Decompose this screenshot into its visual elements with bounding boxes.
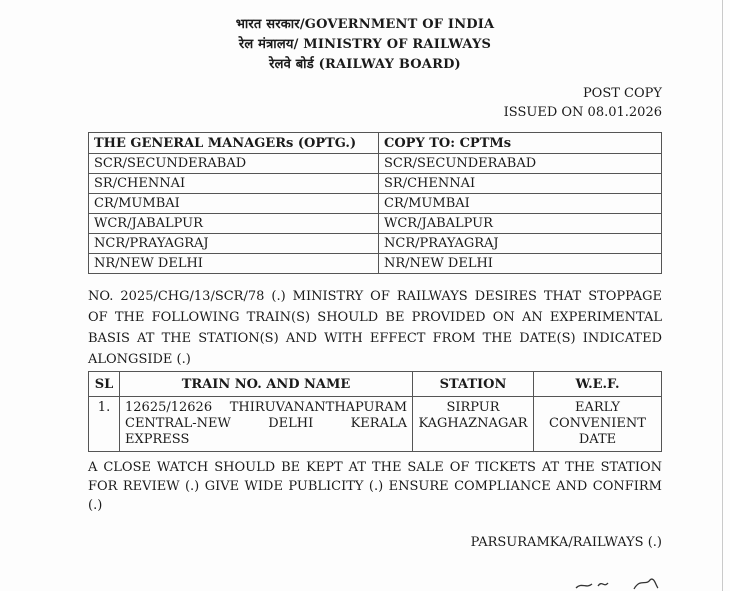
cptm-cell: SCR/SECUNDERABAD	[379, 154, 662, 174]
addressees-header-row	[89, 133, 662, 154]
table-row	[89, 214, 662, 234]
train-cell: 12625/12626 THIRUVANANTHAPURAM CENTRAL-NEW DELHI KERALA EXPRESS	[120, 397, 413, 452]
issued-date: ISSUED ON 08.01.2026	[503, 105, 662, 120]
header-government: भारत सरकार/GOVERNMENT OF INDIA	[235, 17, 495, 32]
sl-cell: 1.	[89, 397, 120, 452]
train-header-row	[89, 372, 662, 397]
cptm-cell: NR/NEW DELHI	[379, 254, 662, 274]
table-row	[89, 397, 662, 452]
table-row	[89, 234, 662, 254]
page-edge	[722, 0, 723, 591]
gm-cell: WCR/JABALPUR	[89, 214, 379, 234]
general-managers-header: THE GENERAL MANAGERs (OPTG.)	[89, 133, 379, 154]
cptm-cell: CR/MUMBAI	[379, 194, 662, 214]
header-ministry: रेल मंत्रालय/ MINISTRY OF RAILWAYS	[238, 37, 492, 52]
closing-paragraph: A CLOSE WATCH SHOULD BE KEPT AT THE SALE OF TICKETS AT THE STATION FOR REVIEW (.) GIVE WIDE PUBLICITY (.) ENSURE COMPLIANCE AND CONFIRM (.)	[88, 460, 662, 513]
message-paragraph: NO. 2025/CHG/13/SCR/78 (.) MINISTRY OF RAILWAYS DESIRES THAT STOPPAGE OF THE FOLLOWING TRAIN(S) SHOULD BE PROVIDED ON AN EXPERIMENTAL BASIS AT THE STATION(S) AND WITH EFFECT FROM THE DATE(S) INDICATED ALONGSIDE (.)	[88, 289, 662, 367]
table-row	[89, 174, 662, 194]
train-header: TRAIN NO. AND NAME	[120, 372, 413, 397]
copy-to-header: COPY TO: CPTMs	[379, 133, 662, 154]
signature-line: PARSURAMKA/RAILWAYS (.)	[470, 535, 662, 550]
table-row	[89, 154, 662, 174]
gm-cell: NCR/PRAYAGRAJ	[89, 234, 379, 254]
header-board: रेलवे बोर्ड (RAILWAY BOARD)	[269, 57, 461, 72]
cptm-cell: WCR/JABALPUR	[379, 214, 662, 234]
train-table	[88, 371, 662, 452]
wef-header: W.E.F.	[534, 372, 662, 397]
gm-cell: CR/MUMBAI	[89, 194, 379, 214]
cptm-cell: SR/CHENNAI	[379, 174, 662, 194]
gm-cell: SCR/SECUNDERABAD	[89, 154, 379, 174]
gm-cell: NR/NEW DELHI	[89, 254, 379, 274]
gm-cell: SR/CHENNAI	[89, 174, 379, 194]
handwritten-signature-mark	[574, 574, 664, 591]
table-row	[89, 254, 662, 274]
sl-header: SL	[89, 372, 120, 397]
post-copy-label: POST COPY	[582, 86, 662, 101]
station-cell: SIRPUR KAGHAZNAGAR	[413, 397, 534, 452]
table-row	[89, 194, 662, 214]
wef-cell: EARLY CONVENIENT DATE	[534, 397, 662, 452]
cptm-cell: NCR/PRAYAGRAJ	[379, 234, 662, 254]
station-header: STATION	[413, 372, 534, 397]
addressees-table	[88, 132, 662, 274]
